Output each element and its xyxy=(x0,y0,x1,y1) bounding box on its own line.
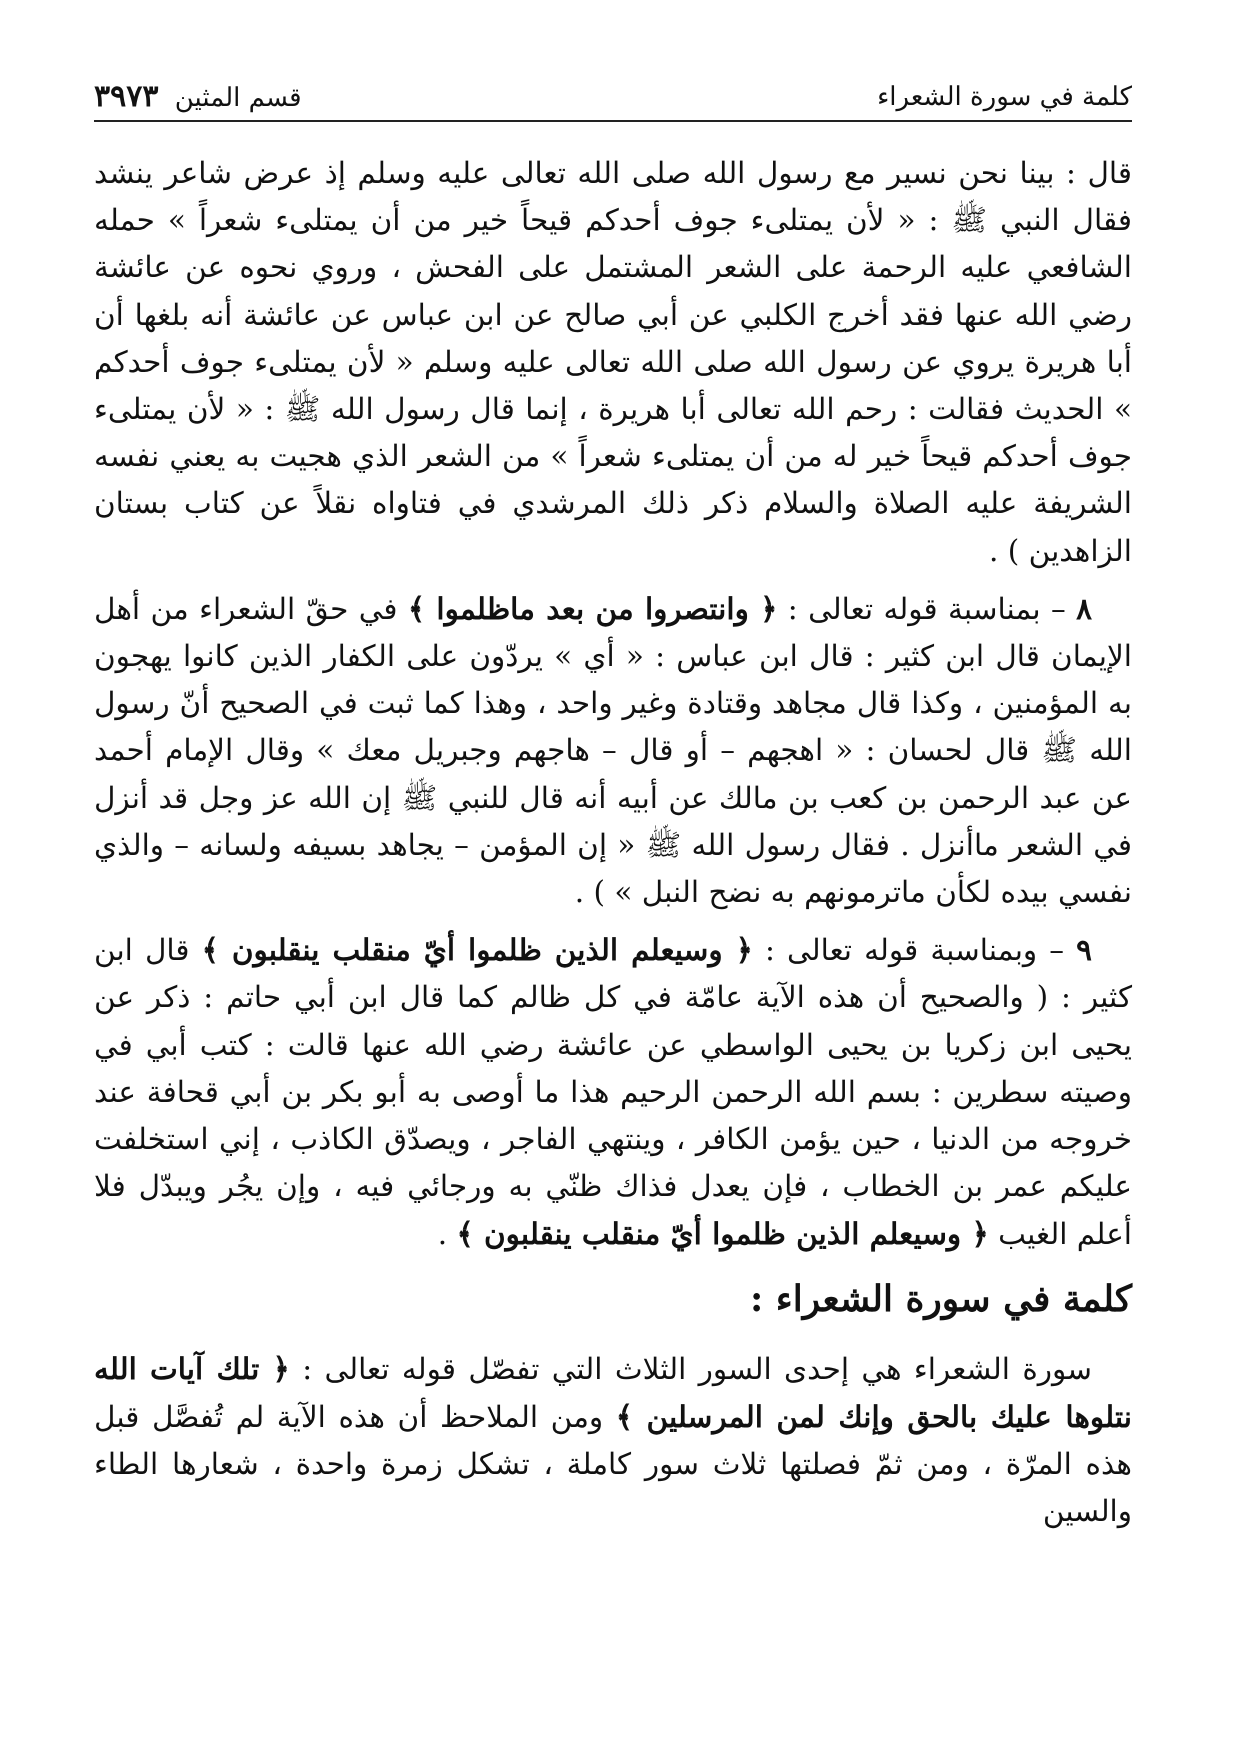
page-body xyxy=(94,150,1132,1535)
quran-verse: ﴿ وسيعلم الذين ظلموا أيّ منقلب ينقلبون ﴾ xyxy=(456,1216,989,1252)
item-number: ٨ xyxy=(1076,590,1092,626)
quran-verse: ﴿ تلك آيات الله نتلوها عليك بالحق وإنك لمن المرسلين ﴾ xyxy=(94,1350,1132,1434)
header-section-label xyxy=(94,80,302,115)
section-heading: كلمة في سورة الشعراء : xyxy=(749,1277,1132,1320)
running-header xyxy=(94,72,1132,122)
paragraph-text: في حقّ الشعراء من أهل الإيمان قال ابن كثير : قال ابن عباس : « أي » يردّون على الكفار الذين كانوا يهجون به المؤمنين ، وكذا قال مجاهد وقتادة وغير واحد ، وهذا كما ثبت في الصحيح أنّ رسول الله ﷺ قال لحسان : « اهجهم – أو قال – هاجهم وجبريل معك » وقال الإمام أحمد عن عبد الرحمن بن كعب بن مالك عن أبيه أنه قال للنبي ﷺ إن الله عز وجل قد أنزل في الشعر ماأنزل . فقال رسول الله ﷺ « إن المؤمن – يجاهد بسيفه ولسانه – والذي نفسي بيده لكأن ماترمونهم به نضح النبل » ) . xyxy=(94,591,1132,910)
paragraph-text: قال : بينا نحن نسير مع رسول الله صلى الله تعالى عليه وسلم إذ عرض شاعر ينشد فقال النبي ﷺ : « لأن يمتلىء جوف أحدكم قيحاً خير من أن يمتلىء شعراً » حمله الشافعي عليه الرحمة على الشعر المشتمل على الفحش ، وروي نحوه عن عائشة رضي الله عنها فقد أخرج الكلبي عن أبي صالح عن ابن عباس عن عائشة أنه بلغها أن أبا هريرة يروي عن رسول الله صلى الله تعالى عليه وسلم « لأن يمتلىء جوف أحدكم » الحديث فقالت : رحم الله تعالى أبا هريرة ، إنما قال رسول الله ﷺ : « لأن يمتلىء جوف أحدكم قيحاً خير له من أن يمتلىء شعراً » من الشعر الذي هجيت به يعني نفسه الشريفة عليه الصلاة والسلام ذكر ذلك المرشدي في فتاواه نقلاً عن كتاب بستان الزاهدين ) . xyxy=(94,156,1132,568)
paragraph-text: . xyxy=(437,1217,457,1252)
quran-verse: ﴿ وسيعلم الذين ظلموا أيّ منقلب ينقلبون ﴾ xyxy=(201,932,753,968)
quran-verse: ﴿ وانتصروا من بعد ماظلموا ﴾ xyxy=(407,590,778,626)
book-page xyxy=(94,72,1132,1732)
paragraph-continued xyxy=(94,150,1132,575)
paragraph-item-8 xyxy=(94,585,1132,916)
header-section-name: قسم المثين xyxy=(174,83,302,113)
paragraph-text: – وبمناسبة قوله تعالى : xyxy=(752,933,1077,968)
paragraph-intro xyxy=(94,1345,1132,1536)
paragraph-item-9 xyxy=(94,926,1132,1258)
item-number: ٩ xyxy=(1076,932,1092,968)
paragraph-text: قال ابن كثير : ( والصحيح أن هذه الآية عامّة في كل ظالم كما قال ابن أبي حاتم : ذكر عن يحيى ابن زكريا بن يحيى الواسطي عن عائشة رضي الله عنها قالت : كتب أبي في وصيته سطرين : بسم الله الرحمن الرحيم هذا ما أوصى به أبو بكر بن أبي قحافة عند خروجه من الدنيا ، حين يؤمن الكافر ، وينتهي الفاجر ، ويصدّق الكاذب ، إني استخلفت عليكم عمر بن الخطاب ، فإن يعدل فذاك ظنّي به ورجائي فيه ، وإن يجُر ويبدّل فلا أعلم الغيب xyxy=(94,933,1132,1252)
page-number: ٣٩٧٣ xyxy=(94,79,159,114)
paragraph-text: – بمناسبة قوله تعالى : xyxy=(777,591,1077,626)
paragraph-text: ومن الملاحظ أن هذه الآية لم تُفصَّل قبل هذه المرّة ، ومن ثمّ فصلتها ثلاث سور كاملة ، تشكل زمرة واحدة ، شعارها الطاء والسين xyxy=(94,1399,1132,1529)
header-chapter-title: كلمة في سورة الشعراء xyxy=(877,82,1132,112)
paragraph-text: سورة الشعراء هي إحدى السور الثلاث التي تفصّل قوله تعالى : xyxy=(289,1351,1092,1386)
